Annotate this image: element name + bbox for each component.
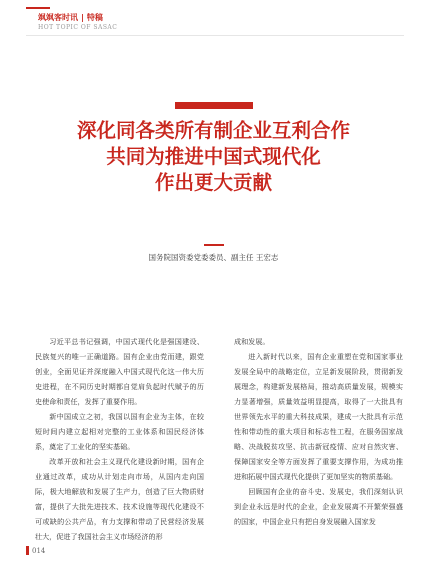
paragraph: 习近平总书记强调，中国式现代化是强国建设、民族复兴的唯一正确道路。国有企业由党而建，跟党创业，全面见证并深度融入中国式现代化这一伟大历史进程，在不同历史时期都自觉肩负起时代赋予的历史使命和责任，发挥了重要作用。: [35, 337, 204, 406]
paragraph: 进入新时代以来，国有企业重塑在党和国家事业发展全局中的战略定位，立足新发展阶段，贯彻新发展理念，构建新发展格局，推动高质量发展，规模实力显著增强，质量效益明显提高，取得了一大批具有世界领先水平的重大科技成果，建成一大批具有示范性和带动性的重大项目和标志性工程，在服务国家战略、决战脱贫攻坚、抗击新冠疫情、应对自然灾害、保障国家安全等方面发挥了重要支撑作用，为成功推进和拓展中国式现代化提供了更加坚实的物质基础。: [234, 352, 403, 481]
article-author: 国务院国资委党委委员、副主任 王宏志: [148, 253, 279, 262]
header-title: [38, 12, 103, 23]
title-decoration-bar: [175, 102, 253, 109]
title-line-2: 共同为推进中国式现代化: [106, 145, 321, 168]
paragraph: 回顾国有企业的奋斗史、发展史，我们深刻认识到企业永远是时代的企业，企业发展离不开繁荣强盛的国家，中国企业只有把自身发展融入国家发: [234, 487, 403, 526]
paragraph-continuation: 成和发展。: [234, 337, 270, 346]
body-column-left: [35, 334, 204, 544]
page-number-text: 014: [32, 546, 46, 555]
page-number: [26, 546, 45, 555]
article-title: [20, 118, 407, 196]
paragraph: 改革开放和社会主义现代化建设新时期，国有企业通过改革，成功从计划走向市场，从国内走向国际，极大地解放和发展了生产力，创造了巨大物质财富，提供了大批先进技术、技术设施等现代化建设不可或缺的公共产品，有力支撑和带动了民营经济发展壮大，促进了我国社会主义市场经济的形: [35, 457, 204, 541]
section-name: 特稿: [86, 13, 103, 22]
page-number-mark: [26, 546, 29, 555]
header-subtitle: HOT TOPIC OF SASAC: [38, 24, 118, 31]
paragraph: 新中国成立之初，我国以国有企业为主体，在较短时间内建立起相对完整的工业体系和国民经济体系，奠定了工业化的坚实基础。: [35, 412, 204, 451]
body-column-right: [234, 334, 403, 529]
header-accent-line: [26, 7, 50, 9]
header-separator: |: [81, 13, 84, 22]
header-divider: [26, 35, 404, 36]
title-line-3: 作出更大贡献: [154, 171, 272, 194]
magazine-name: 飒飒客时讯: [38, 13, 78, 22]
author-accent-line: [204, 244, 224, 246]
title-line-1: 深化同各类所有制企业互利合作: [76, 119, 350, 142]
